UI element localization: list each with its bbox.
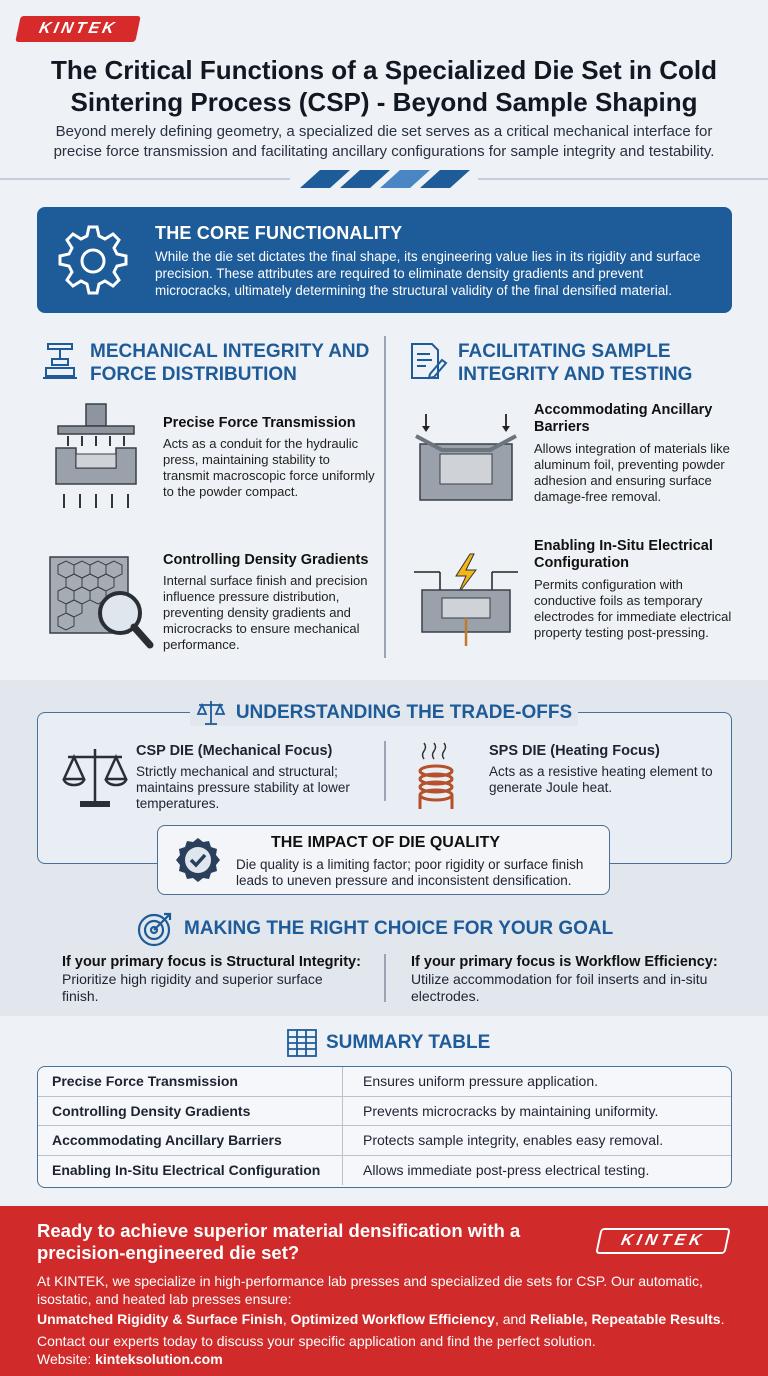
table-cell-function: Precise Force Transmission	[38, 1067, 343, 1096]
sps-die-text: Acts as a resistive heating element to generate Joule heat.	[489, 764, 713, 795]
decorative-stripes	[0, 166, 768, 192]
choice-structural	[62, 954, 362, 1005]
impact-title: THE IMPACT OF DIE QUALITY	[271, 834, 501, 851]
magnifier-icon	[48, 555, 156, 651]
gear-icon	[53, 221, 133, 301]
summary-title: SUMMARY TABLE	[326, 1032, 491, 1053]
benefit-end: .	[720, 1311, 725, 1327]
impact-text: Die quality is a limiting factor; poor rigidity or surface finish leads to uneven pressure and inconsistent densification.	[236, 857, 584, 888]
benefit-rigidity: Unmatched Rigidity & Surface Finish	[37, 1311, 283, 1327]
feature-title: Precise Force Transmission	[163, 415, 356, 431]
scale-small-icon	[196, 699, 226, 727]
csp-die-text: Strictly mechanical and structural; maintains pressure stability at lower temperatures.	[136, 764, 350, 811]
core-text: While the die set dictates the final shape, its engineering value lies in its rigidity and surface precision. These attributes are required to eliminate density gradients and prevent microcracks, ultimately determining the structural validity of the final densified material.	[155, 249, 701, 298]
csp-die-title: CSP DIE (Mechanical Focus)	[136, 743, 333, 759]
lightning-electrode-icon	[412, 550, 520, 648]
tradeoffs-divider	[384, 741, 386, 801]
choice-structural-text: Prioritize high rigidity and superior surface finish.	[62, 971, 323, 1004]
tradeoffs-heading	[190, 700, 578, 726]
footer-intro: At KINTEK, we specialize in high-performance lab presses and specialized die sets for CSP. Our automatic, isostatic, and heated lab presses ensure:	[37, 1273, 703, 1307]
tradeoffs-title: UNDERSTANDING THE TRADE-OFFS	[235, 702, 573, 723]
benefit-workflow: Optimized Workflow Efficiency	[290, 1311, 495, 1327]
table-row	[38, 1067, 731, 1097]
website-link[interactable]: kinteksolution.com	[95, 1351, 223, 1367]
choice-workflow-head: If your primary focus is Workflow Efficiency:	[411, 954, 718, 970]
table-cell-benefit: Protects sample integrity, enables easy removal.	[363, 1132, 664, 1149]
core-functionality-panel	[37, 207, 732, 313]
feature-text: Permits configuration with conductive foils as temporary electrodes for immediate electrical property testing post-pressing.	[534, 577, 732, 640]
impact-box	[157, 825, 610, 895]
table-row	[38, 1156, 731, 1186]
choice-title: MAKING THE RIGHT CHOICE FOR YOUR GOAL	[184, 918, 614, 939]
quality-badge-icon	[174, 836, 222, 884]
benefit-separator: ,	[282, 1311, 291, 1327]
page-title: The Critical Functions of a Specialized Die Set in Cold Sintering Process (CSP) - Beyond Sample Shaping	[51, 55, 717, 117]
table-cell-function: Accommodating Ancillary Barriers	[38, 1126, 343, 1155]
feature-text: Internal surface finish and precision influence pressure distribution, preventing density gradients and microcracks to ensure mechanical performance.	[163, 573, 368, 652]
table-icon	[286, 1028, 318, 1058]
table-cell-function: Controlling Density Gradients	[38, 1097, 343, 1126]
table-cell-function: Enabling In-Situ Electrical Configuration	[38, 1156, 343, 1186]
sps-die-title: SPS DIE (Heating Focus)	[489, 743, 660, 759]
footer-contact: Contact our experts today to discuss your specific application and find the perfect solution.	[37, 1333, 596, 1349]
footer-headline: Ready to achieve superior material densification with a precision-engineered die set?	[37, 1220, 521, 1263]
feature-title: Enabling In-Situ Electrical Configuration	[534, 538, 713, 571]
die-press-icon	[50, 402, 142, 510]
feature-text: Allows integration of materials like aluminum foil, preventing powder adhesion and ensuring surface damage-free removal.	[534, 441, 730, 504]
table-cell-benefit: Allows immediate post-press electrical testing.	[363, 1162, 650, 1179]
footer-cta	[0, 1206, 768, 1376]
document-pen-icon	[408, 340, 448, 382]
section-divider	[384, 336, 386, 658]
footer-website	[37, 1350, 737, 1368]
table-row	[38, 1126, 731, 1156]
foil-barrier-icon	[410, 410, 522, 502]
kintek-logo: KINTEK	[15, 16, 141, 42]
feature-title: Accommodating Ancillary Barriers	[534, 402, 713, 435]
facilitating-section-title: FACILITATING SAMPLE INTEGRITY AND TESTING	[458, 341, 693, 385]
benefit-separator: , and	[494, 1311, 530, 1327]
choice-divider	[384, 954, 386, 1002]
choice-workflow	[411, 954, 731, 1005]
press-icon	[40, 341, 80, 381]
summary-table	[37, 1066, 732, 1188]
benefit-reliable: Reliable, Repeatable Results	[529, 1311, 721, 1327]
page-subtitle: Beyond merely defining geometry, a specialized die set serves as a critical mechanical interface for precise force transmission and facilitating ancillary configurations for sample integrity and testability.	[53, 123, 715, 160]
table-row	[38, 1097, 731, 1127]
feature-title: Controlling Density Gradients	[163, 552, 369, 568]
core-title: THE CORE FUNCTIONALITY	[155, 223, 403, 243]
choice-structural-head: If your primary focus is Structural Integrity:	[62, 954, 361, 970]
choice-workflow-text: Utilize accommodation for foil inserts and in-situ electrodes.	[411, 971, 708, 1004]
footer-kintek-logo: KINTEK	[595, 1228, 731, 1254]
table-cell-benefit: Ensures uniform pressure application.	[363, 1073, 599, 1090]
feature-text: Acts as a conduit for the hydraulic press, maintaining stability to transmit macroscopic force uniformly to the powder compact.	[163, 436, 375, 499]
target-icon	[136, 910, 174, 948]
website-label: Website:	[37, 1351, 96, 1367]
heating-coil-icon	[414, 741, 458, 811]
balance-scale-icon	[60, 743, 130, 811]
footer-benefits	[37, 1310, 737, 1328]
mechanical-section-title: MECHANICAL INTEGRITY AND FORCE DISTRIBUTION	[90, 341, 370, 385]
table-cell-benefit: Prevents microcracks by maintaining uniformity.	[363, 1102, 659, 1119]
